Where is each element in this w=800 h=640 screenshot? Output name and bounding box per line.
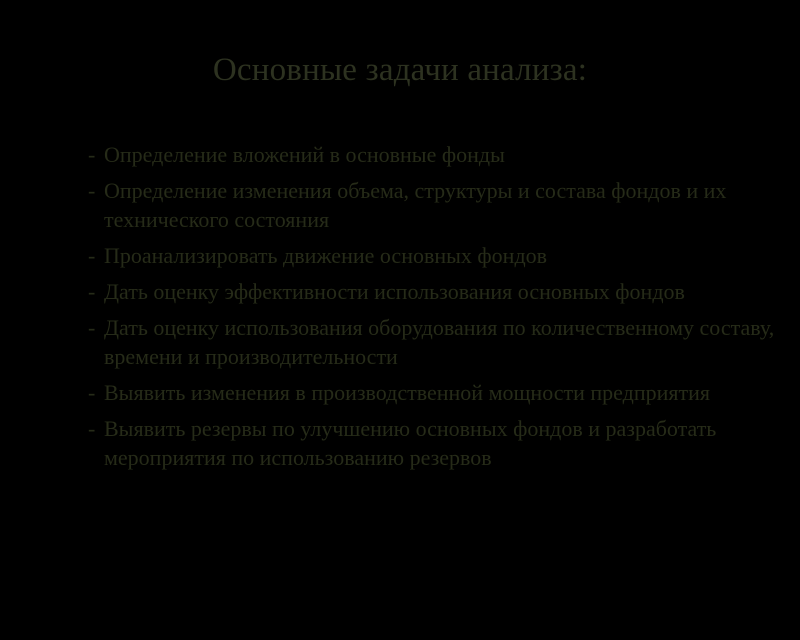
bullet-text: Дать оценку эффективности использования основных фондов — [104, 279, 685, 304]
bullet-text: Определение вложений в основные фонды — [104, 142, 505, 167]
list-item — [88, 241, 778, 270]
bullet-marker: - — [88, 315, 96, 340]
bullet-text: Определение изменения объема, структуры и состава фондов и их технического состояния — [104, 178, 727, 232]
list-item — [88, 277, 778, 306]
list-item — [88, 176, 778, 234]
bullet-marker: - — [88, 380, 96, 405]
list-item — [88, 140, 778, 169]
bullet-text: Проанализировать движение основных фондов — [104, 243, 548, 268]
bullet-marker: - — [88, 142, 96, 167]
bullet-marker: - — [88, 279, 96, 304]
bullet-marker: - — [88, 416, 96, 441]
bullet-marker: - — [88, 178, 96, 203]
list-item — [88, 378, 778, 407]
list-item — [88, 313, 778, 371]
bullet-text: Дать оценку использования оборудования по количественному составу, времени и производительности — [104, 315, 775, 369]
bullet-text: Выявить резервы по улучшению основных фондов и разработать мероприятия по использованию резервов — [104, 416, 717, 470]
bullet-text: Выявить изменения в производственной мощности предприятия — [104, 380, 711, 405]
list-item — [88, 414, 778, 472]
slide-title: Основные задачи анализа: — [212, 52, 588, 88]
bullet-list — [88, 140, 778, 479]
bullet-marker: - — [88, 243, 96, 268]
